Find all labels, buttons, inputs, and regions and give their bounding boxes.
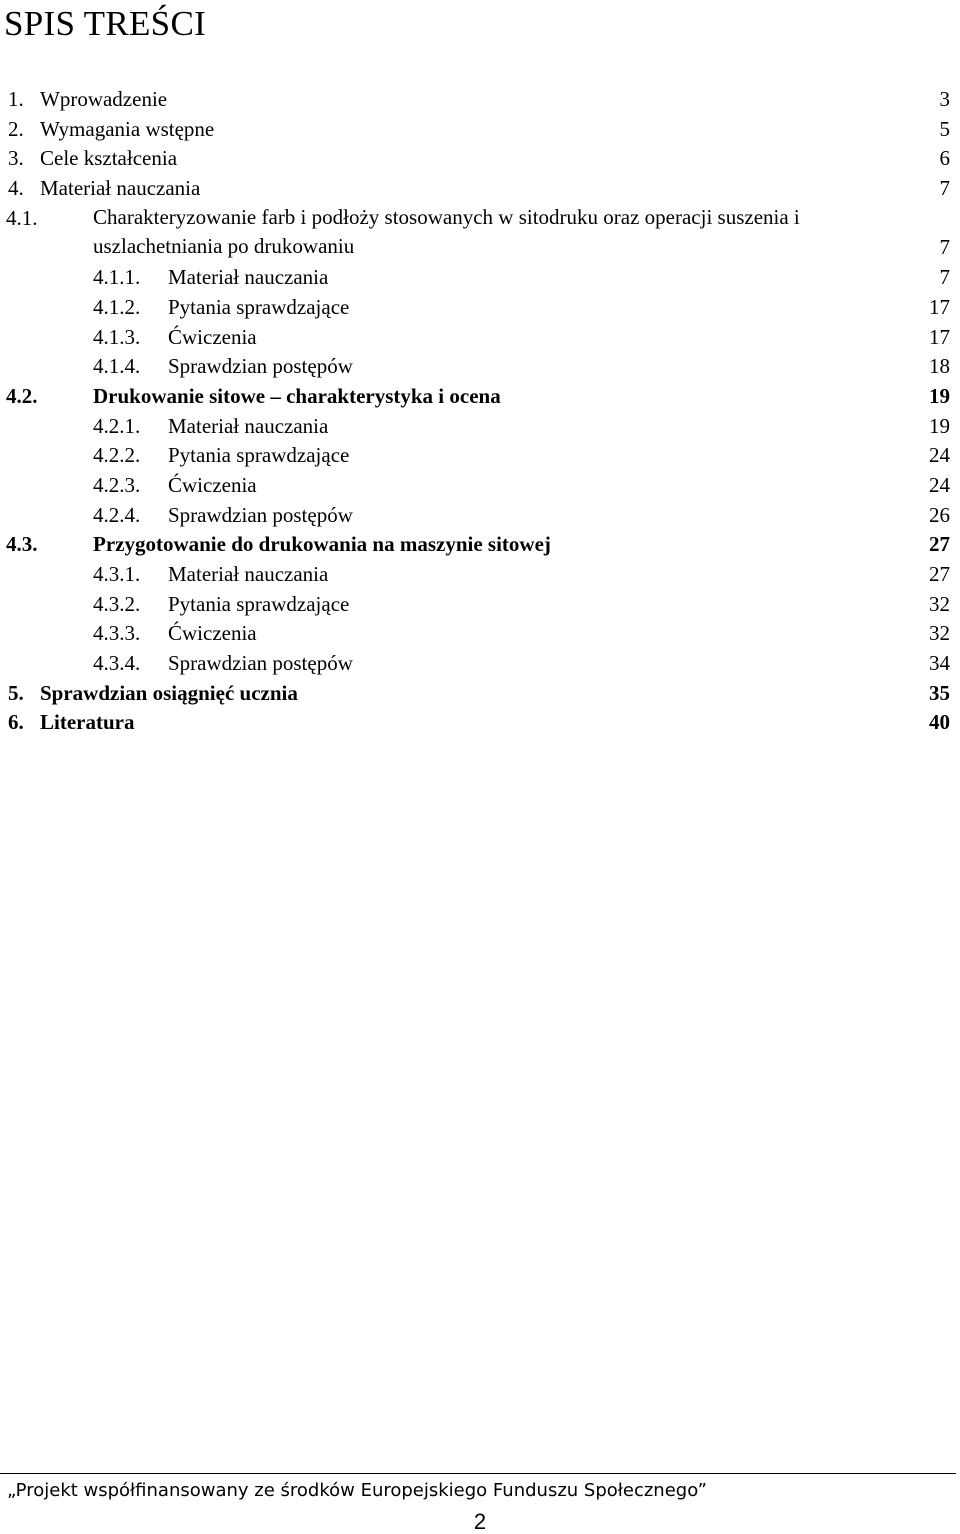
toc-entry-label: Wymagania wstępne [40,116,215,141]
toc-entry-page: 3 [939,87,950,111]
toc-entry-label: Ćwiczenia [168,472,257,497]
toc-entry[interactable] [0,411,960,441]
toc-entry-label: Cele kształcenia [40,146,178,171]
toc-entry-number: 4.1.3. [93,324,141,349]
toc-entry-number: 4.3. [6,532,38,557]
toc-entry-label: Sprawdzian osiągnięć ucznia [40,680,298,705]
toc-entry-label: Materiał nauczania [40,176,201,201]
toc-entry-page: 5 [939,116,950,141]
table-of-contents [0,84,960,737]
toc-entry-number: 4.2.2. [93,443,141,468]
toc-entry-label: Pytania sprawdzające [168,294,350,319]
toc-entry-number: 4.2. [6,383,38,408]
toc-entry-label: Materiał nauczania [168,413,329,438]
toc-entry-number: 4.2.1. [93,413,141,438]
toc-entry-page: 19 [929,383,950,408]
toc-entry-label: Ćwiczenia [168,324,257,349]
toc-entry-number: 6. [8,710,24,735]
toc-entry-label: Pytania sprawdzające [168,443,350,468]
toc-entry-number: 4. [8,176,24,201]
toc-entry-label: Wprowadzenie [40,87,168,111]
toc-entry-page: 7 [939,235,950,260]
toc-entry-number: 4.1.2. [93,294,141,319]
toc-entry-number: 5. [8,680,24,705]
toc-entry-number: 4.1. [6,205,38,230]
toc-entry[interactable] [0,143,960,173]
toc-entry-number: 1. [8,87,24,111]
toc-entry[interactable] [0,173,960,203]
toc-entry[interactable] [0,351,960,381]
toc-entry-number: 4.1.4. [93,354,141,379]
footer-divider [0,1473,956,1474]
toc-entry-number: 3. [8,146,24,171]
toc-entry-page: 6 [939,146,950,171]
toc-entry[interactable] [0,618,960,648]
toc-entry[interactable] [0,440,960,470]
toc-entry[interactable] [0,292,960,322]
toc-entry[interactable] [0,500,960,530]
toc-entry-page: 32 [929,591,950,616]
toc-entry-label: Pytania sprawdzające [168,591,350,616]
toc-entry[interactable] [0,707,960,737]
page-number: 2 [473,1509,487,1534]
toc-entry-number: 4.3.3. [93,621,141,646]
toc-entry-page: 24 [929,443,950,468]
toc-entry-number: 4.2.3. [93,472,141,497]
toc-entry[interactable] [0,678,960,708]
toc-entry-page: 7 [939,176,950,201]
toc-entry-page: 7 [939,265,950,290]
toc-entry-label: Charakteryzowanie farb i podłoży stosowanych w sitodruku oraz operacji suszenia i uszlachetniania po drukowaniu [93,204,800,259]
toc-entry[interactable] [0,322,960,352]
toc-entry-number: 4.3.2. [93,591,141,616]
toc-entry[interactable] [0,470,960,500]
toc-entry-number: 4.1.1. [93,265,141,290]
toc-entry-number: 4.2.4. [93,502,141,527]
toc-entry-page: 40 [929,710,950,735]
toc-entry[interactable] [0,589,960,619]
toc-entry[interactable] [0,203,960,262]
toc-entry-label: Sprawdzian postępów [168,502,353,527]
toc-entry-label: Materiał nauczania [168,265,329,290]
toc-entry-label: Ćwiczenia [168,621,257,646]
toc-entry-page: 32 [929,621,950,646]
toc-entry-page: 18 [929,354,950,379]
toc-entry-page: 27 [929,532,950,557]
page-title: SPIS TREŚCI [4,4,207,43]
toc-entry-number: 4.3.4. [93,651,141,676]
toc-entry[interactable] [0,559,960,589]
toc-entry-page: 19 [929,413,950,438]
toc-entry-label: Drukowanie sitowe – charakterystyka i ocena [93,383,501,408]
toc-entry-label: Sprawdzian postępów [168,651,353,676]
toc-entry-page: 34 [929,651,950,676]
toc-entry-label: Przygotowanie do drukowania na maszynie sitowej [93,532,551,557]
toc-entry-page: 24 [929,472,950,497]
toc-entry-number: 4.3.1. [93,562,141,587]
toc-entry-page: 17 [929,324,950,349]
toc-entry[interactable] [0,381,960,411]
footer-funding-note: „Projekt współfinansowany ze środków Europejskiego Funduszu Społecznego” [7,1480,707,1501]
toc-entry[interactable] [0,114,960,144]
toc-entry[interactable] [0,529,960,559]
toc-entry-label: Materiał nauczania [168,562,329,587]
toc-entry-label: Sprawdzian postępów [168,354,353,379]
toc-entry[interactable] [0,648,960,678]
toc-entry[interactable] [0,262,960,292]
toc-entry-page: 35 [929,680,950,705]
toc-entry[interactable] [0,84,960,114]
toc-entry-page: 27 [929,562,950,587]
toc-entry-page: 17 [929,294,950,319]
toc-entry-page: 26 [929,502,950,527]
toc-entry-number: 2. [8,116,24,141]
toc-entry-label: Literatura [40,710,135,735]
